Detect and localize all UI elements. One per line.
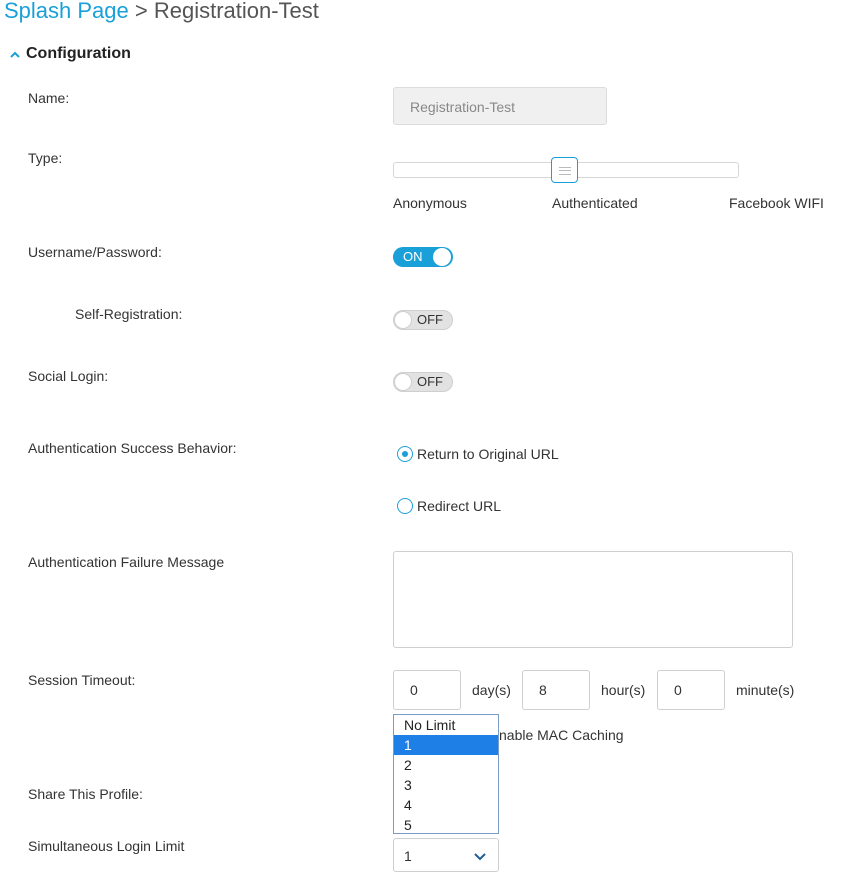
auth-failure-label: Authentication Failure Message <box>28 554 225 570</box>
dropdown-option-3[interactable]: 3 <box>404 777 412 793</box>
name-field[interactable]: Registration-Test <box>393 87 607 125</box>
simultaneous-login-label: Simultaneous Login Limit <box>28 838 185 854</box>
simultaneous-login-select[interactable] <box>393 838 499 872</box>
type-option-anonymous[interactable]: Anonymous <box>393 195 467 211</box>
dropdown-option-no-limit[interactable]: No Limit <box>404 717 456 733</box>
dropdown-option-2[interactable]: 2 <box>404 757 412 773</box>
session-minutes-input[interactable]: 0 <box>657 670 725 710</box>
session-hours-input[interactable]: 8 <box>522 670 590 710</box>
section-title: Configuration <box>26 45 131 62</box>
toggle-knob <box>394 373 412 391</box>
social-login-toggle[interactable] <box>393 372 453 392</box>
section-configuration-toggle[interactable] <box>10 45 131 63</box>
toggle-state-text: ON <box>403 249 423 264</box>
breadcrumb-current: Registration-Test <box>153 0 319 23</box>
dropdown-option-4[interactable]: 4 <box>404 797 412 813</box>
toggle-knob <box>433 248 451 266</box>
self-registration-toggle[interactable] <box>393 310 453 330</box>
select-value: 1 <box>404 848 412 864</box>
type-option-facebook-wifi[interactable]: Facebook WIFI <box>729 195 824 211</box>
mac-caching-label[interactable]: nable MAC Caching <box>499 727 624 743</box>
dropdown-option-1[interactable]: 1 <box>394 735 498 755</box>
session-days-unit: day(s) <box>472 682 511 698</box>
auth-success-label: Authentication Success Behavior: <box>28 440 237 456</box>
share-profile-label: Share This Profile: <box>28 786 143 802</box>
session-timeout-label: Session Timeout: <box>28 672 136 688</box>
simultaneous-login-dropdown-list[interactable] <box>393 714 499 834</box>
chevron-up-icon <box>10 47 26 61</box>
toggle-state-text: OFF <box>417 374 443 389</box>
username-password-label: Username/Password: <box>28 244 162 260</box>
toggle-state-text: OFF <box>417 312 443 327</box>
type-slider-handle[interactable] <box>551 157 578 183</box>
dropdown-option-5[interactable]: 5 <box>404 817 412 833</box>
chevron-down-icon <box>474 839 486 873</box>
breadcrumb <box>4 0 319 24</box>
session-days-input[interactable]: 0 <box>393 670 461 710</box>
self-registration-label: Self-Registration: <box>75 306 183 322</box>
username-password-toggle[interactable] <box>393 247 453 267</box>
radio-return-original-url[interactable] <box>397 446 413 462</box>
grip-icon <box>559 167 571 175</box>
session-hours-unit: hour(s) <box>601 682 646 698</box>
option-return-original-url[interactable]: Return to Original URL <box>417 446 559 462</box>
radio-redirect-url[interactable] <box>397 498 413 514</box>
breadcrumb-parent-link[interactable]: Splash Page <box>4 0 129 23</box>
type-option-authenticated[interactable]: Authenticated <box>552 195 638 211</box>
toggle-knob <box>394 311 412 329</box>
option-redirect-url[interactable]: Redirect URL <box>417 498 502 514</box>
type-label: Type: <box>28 150 63 166</box>
social-login-label: Social Login: <box>28 368 109 384</box>
breadcrumb-separator: > <box>128 0 154 23</box>
name-label: Name: <box>28 90 70 106</box>
session-minutes-unit: minute(s) <box>736 682 795 698</box>
auth-failure-textarea[interactable] <box>393 551 793 648</box>
